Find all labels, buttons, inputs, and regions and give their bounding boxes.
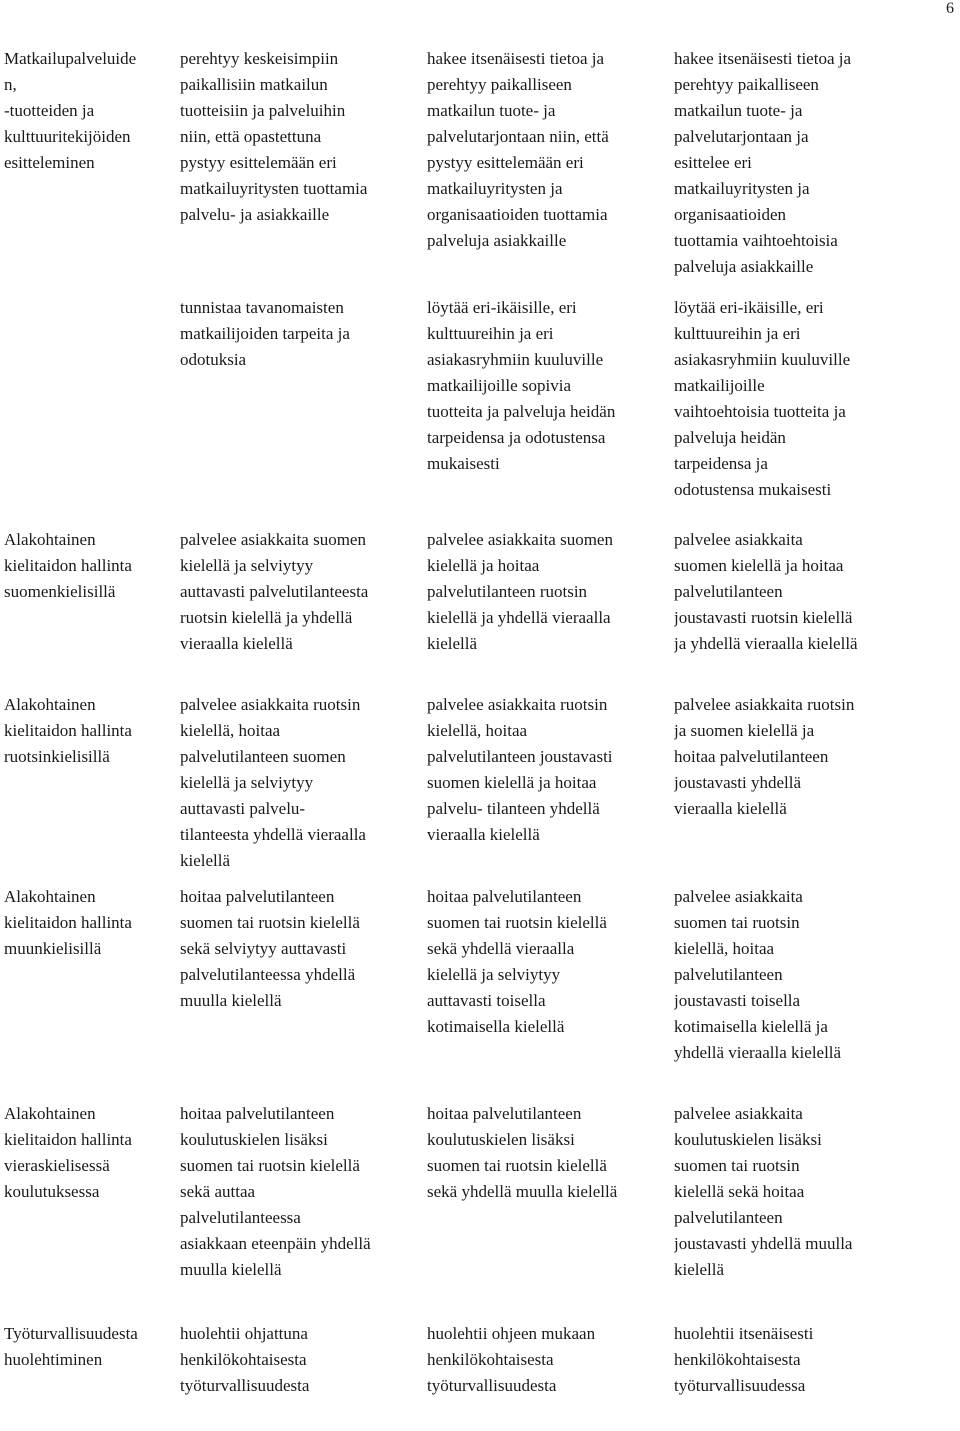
level-satisfactory: palvelee asiakkaita ruotsin kielellä, hoitaa palvelutilanteen suomen kielellä ja selviytyy auttavasti palvelu- tilanteesta yhdellä vieraalla kielellä (180, 695, 366, 870)
level-satisfactory: hoitaa palvelutilanteen suomen tai ruotsin kielellä sekä selviytyy auttavasti palvelutilanteessa yhdellä muulla kielellä (180, 887, 360, 1010)
level-excellent: löytää eri-ikäisille, eri kulttuureihin ja eri asiakasryhmiin kuuluville matkailijoille vaihtoehtoisia tuotteita ja palveluja heidän tarpeidensa ja odotustensa mukaisesti (674, 298, 851, 499)
level-satisfactory: huolehtii ohjattuna henkilökohtaisesta työturvallisuudesta (180, 1324, 310, 1395)
level-good: löytää eri-ikäisille, eri kulttuureihin ja eri asiakasryhmiin kuuluville matkailijoille sopivia tuotteita ja palveluja heidän tarpeidensa ja odotustensa mukaisesti (427, 298, 616, 473)
level-excellent: palvelee asiakkaita suomen kielellä ja hoitaa palvelutilanteen joustavasti ruotsin kielellä ja yhdellä vieraalla kielellä (674, 530, 858, 653)
level-good: hoitaa palvelutilanteen suomen tai ruotsin kielellä sekä yhdellä vieraalla kielellä ja selviytyy auttavasti toisella kotimaisella kielellä (427, 887, 607, 1036)
level-excellent: palvelee asiakkaita koulutuskielen lisäksi suomen tai ruotsin kielellä sekä hoitaa palvelutilanteen joustavasti yhdellä muulla kielellä (674, 1104, 853, 1279)
level-excellent: hakee itsenäisesti tietoa ja perehtyy paikalliseen matkailun tuote- ja palvelutarjontaan ja esittelee eri matkailuyritysten ja organisaatioiden tuottamia vaihtoehtoisia palveluja asiakkaille (674, 49, 852, 276)
level-good: hoitaa palvelutilanteen koulutuskielen lisäksi suomen tai ruotsin kielellä sekä yhdellä muulla kielellä (427, 1104, 618, 1201)
level-satisfactory: tunnistaa tavanomaisten matkailijoiden tarpeita ja odotuksia (180, 298, 350, 369)
criterion-label: Alakohtainen kielitaidon hallinta ruotsinkielisillä (4, 695, 132, 766)
page-number: 6 (946, 0, 954, 17)
level-good: hakee itsenäisesti tietoa ja perehtyy paikalliseen matkailun tuote- ja palvelutarjontaan niin, että pystyy esittelemään eri matkailuyritysten ja organisaatioiden tuottamia palveluja asiakkaille (427, 49, 609, 250)
level-good: huolehtii ohjeen mukaan henkilökohtaisesta työturvallisuudesta (427, 1324, 596, 1395)
level-good: palvelee asiakkaita suomen kielellä ja hoitaa palvelutilanteen ruotsin kielellä ja yhdellä vieraalla kielellä (427, 530, 613, 653)
level-excellent: palvelee asiakkaita ruotsin ja suomen kielellä ja hoitaa palvelutilanteen joustavasti yhdellä vieraalla kielellä (674, 695, 855, 818)
criterion-label: Matkailupalveluide n, -tuotteiden ja kulttuuritekijöiden esitteleminen (4, 49, 137, 172)
criterion-label: Alakohtainen kielitaidon hallinta suomenkielisillä (4, 530, 132, 601)
level-good: palvelee asiakkaita ruotsin kielellä, hoitaa palvelutilanteen joustavasti suomen kielellä ja hoitaa palvelu- tilanteen yhdellä vieraalla kielellä (427, 695, 613, 844)
criterion-label: Alakohtainen kielitaidon hallinta vieraskielisessä koulutuksessa (4, 1104, 132, 1201)
criterion-label: Työturvallisuudesta huolehtiminen (4, 1324, 138, 1369)
level-satisfactory: hoitaa palvelutilanteen koulutuskielen lisäksi suomen tai ruotsin kielellä sekä auttaa palvelutilanteessa asiakkaan eteenpäin yhdellä muulla kielellä (180, 1104, 371, 1279)
level-excellent: palvelee asiakkaita suomen tai ruotsin kielellä, hoitaa palvelutilanteen joustavasti toisella kotimaisella kielellä ja yhdellä vieraalla kielellä (674, 887, 842, 1062)
level-satisfactory: palvelee asiakkaita suomen kielellä ja selviytyy auttavasti palvelutilanteesta ruotsin kielellä ja yhdellä vieraalla kielellä (180, 530, 369, 653)
level-excellent: huolehtii itsenäisesti henkilökohtaisesta työturvallisuudessa (674, 1324, 814, 1395)
level-satisfactory: perehtyy keskeisimpiin paikallisiin matkailun tuotteisiin ja palveluihin niin, että opastettuna pystyy esittelemään eri matkailuyritysten tuottamia palvelu- ja asiakkaille (180, 49, 368, 224)
criterion-label: Alakohtainen kielitaidon hallinta muunkielisillä (4, 887, 132, 958)
